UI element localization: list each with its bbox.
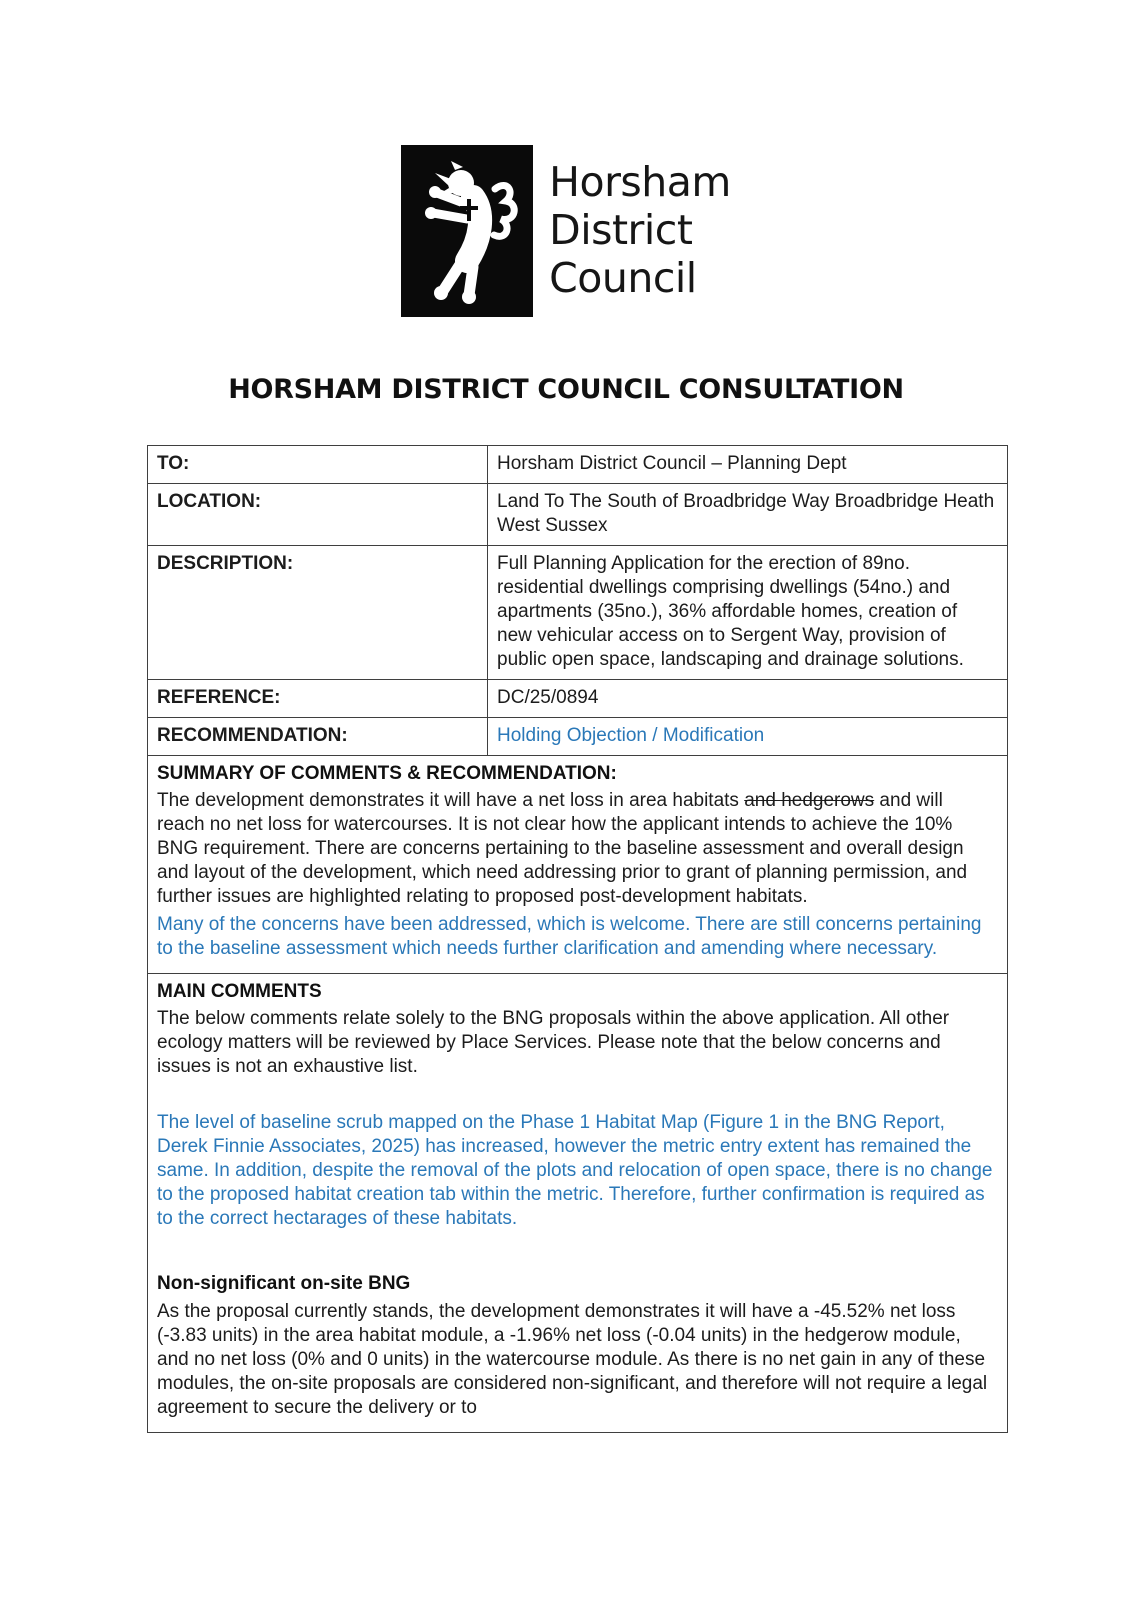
summary-paragraph xyxy=(157,789,995,909)
table-row-reference xyxy=(148,679,1007,717)
row-label-to: TO: xyxy=(148,446,488,483)
spacer xyxy=(157,1235,995,1271)
table-row-description xyxy=(148,545,1007,679)
summary-text-after-strike: and will reach no net loss for watercourses. It is not clear how the applicant intends to achieve the 10% BNG requirement. There are concerns pertaining to the baseline assessment and overall design and layout of the development, which need addressing prior to grant of planning permission, and further issues are highlighted relating to proposed post-development habitats. xyxy=(157,790,968,907)
consultation-table xyxy=(147,445,1008,1433)
row-value-location: Land To The South of Broadbridge Way Broadbridge Heath West Sussex xyxy=(497,491,995,536)
lion-rampant-emblem-icon xyxy=(401,145,533,317)
logo-line-2: District xyxy=(549,206,693,255)
baseline-scrub-paragraph: The level of baseline scrub mapped on the Phase 1 Habitat Map (Figure 1 in the BNG Report, Derek Finnie Associates, 2025) has increased, however the metric entry extent has remained the same. In addition, despite the removal of the plots and relocation of open space, there is no change to the proposed habitat creation tab within the metric. Therefore, further confirmation is required as to the correct hectarages of these habitats. xyxy=(157,1112,993,1229)
summary-text-before-strike: The development demonstrates it will have a net loss in area habitats xyxy=(157,790,745,811)
non-significant-bng-paragraph: As the proposal currently stands, the development demonstrates it will have a -45.52% net loss (-3.83 units) in the area habitat module, a -1.96% net loss (-0.04 units) in the hedgerow module, and no net loss (0% and 0 units) in the watercourse module. As there is no net gain in any of these modules, the on-site proposals are considered non-significant, and therefore will not require a legal agreement to secure the delivery or to xyxy=(157,1301,988,1418)
table-row-to xyxy=(148,446,1007,483)
page-title: HORSHAM DISTRICT COUNCIL CONSULTATION xyxy=(228,374,904,405)
struck-through-text: and hedgerows xyxy=(744,790,875,811)
main-comments-section xyxy=(148,973,1007,1432)
row-value-to: Horsham District Council – Planning Dept xyxy=(497,453,847,474)
main-comments-heading: MAIN COMMENTS xyxy=(157,981,322,1002)
non-significant-bng-heading: Non-significant on-site BNG xyxy=(157,1273,411,1294)
summary-section xyxy=(148,755,1007,973)
row-value-description: Full Planning Application for the erection of 89no. residential dwellings comprising dwellings (54no.) and apartments (35no.), 36% affordable homes, creation of new vehicular access on to Sergent Way, provision of public open space, landscaping and drainage solutions. xyxy=(497,553,964,670)
summary-heading: SUMMARY OF COMMENTS & RECOMMENDATION: xyxy=(157,763,617,784)
summary-update-paragraph: Many of the concerns have been addressed, which is welcome. There are still concerns pertaining to the baseline assessment which needs further clarification and amending where necessary. xyxy=(157,914,982,959)
table-row-location xyxy=(148,483,1007,545)
logo-line-1: Horsham xyxy=(549,158,731,207)
row-label-reference: REFERENCE: xyxy=(148,680,488,717)
row-label-recommendation: RECOMMENDATION: xyxy=(148,718,488,755)
row-value-reference: DC/25/0894 xyxy=(497,687,599,708)
recommendation-value: Holding Objection / Modification xyxy=(497,725,765,746)
council-logo-wordmark xyxy=(549,159,731,303)
table-row-recommendation xyxy=(148,717,1007,755)
row-label-description: DESCRIPTION: xyxy=(148,546,488,679)
row-label-location: LOCATION: xyxy=(148,484,488,545)
council-logo xyxy=(0,0,1132,317)
logo-line-3: Council xyxy=(549,253,697,302)
main-comments-intro: The below comments relate solely to the BNG proposals within the above application. All other ecology matters will be reviewed by Place Services. Please note that the below concerns and issues is not an exhaustive list. xyxy=(157,1008,950,1077)
spacer xyxy=(157,1083,995,1111)
